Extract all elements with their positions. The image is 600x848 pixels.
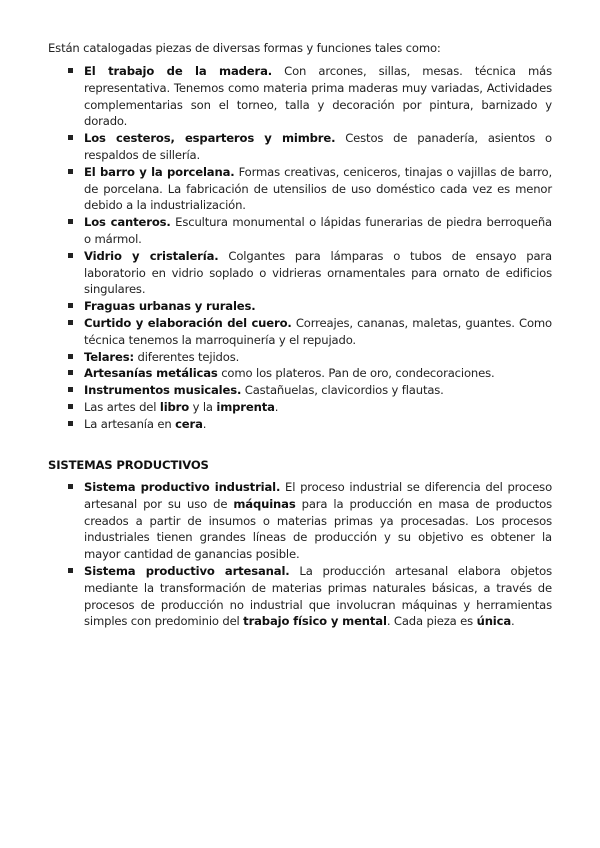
square-bullet-icon: [68, 484, 73, 489]
item-text: La producción artesanal elabora objetos mediante la transformación de materias primas naturales básicas, a través de procesos de producción no industrial que involucran máquinas y herramientas simples con predominio del: [84, 563, 552, 629]
bold-word: única: [476, 614, 512, 629]
square-bullet-icon: [68, 354, 73, 359]
item-text: Cestos de panadería, asientos o respaldos de sillería.: [84, 131, 553, 162]
item-text: como los plateros. Pan de oro, condecoraciones.: [217, 366, 495, 381]
bold-word: cera: [175, 416, 203, 431]
list-item: [64, 349, 552, 366]
systems-list: [64, 479, 552, 630]
intro-text: Están catalogadas piezas de diversas formas y funciones tales como:: [48, 41, 441, 55]
item-text: El proceso industrial se diferencia del proceso artesanal por su uso de: [84, 480, 553, 511]
item-title: Telares:: [84, 349, 134, 364]
item-text: Con arcones, sillas, mesas. técnica más representativa. Tenemos como materia prima maderas muy variadas, Actividades complementarias son el torneo, talla y decoración por pintura, barnizado y dorado.: [84, 64, 552, 129]
item-text: Castañuelas, clavicordios y flautas.: [241, 383, 444, 398]
list-item: [64, 63, 552, 130]
item-text: y la: [189, 399, 217, 414]
list-item: [64, 382, 552, 399]
crafts-list: [64, 63, 552, 433]
list-item: [64, 130, 552, 164]
item-text: Escultura monumental o lápidas funerarias de piedra berroqueña o mármol.: [84, 215, 552, 246]
bold-word: máquinas: [233, 496, 296, 511]
item-text: diferentes tejidos.: [133, 349, 240, 364]
item-text: Correajes, cananas, maletas, guantes. Como técnica tenemos la marroquinería y el repujado.: [84, 315, 552, 347]
item-text: . Cada pieza es: [386, 614, 477, 629]
item-title: Sistema productivo industrial.: [84, 480, 281, 494]
item-text: Las artes del: [84, 399, 160, 414]
item-text: Formas creativas, ceniceros, tinajas o vajillas de barro, de porcelana. La fabricación de utensilios de uso doméstico cada vez es menor debido a la industrialización.: [84, 164, 552, 213]
square-bullet-icon: [68, 421, 73, 426]
item-title: El barro y la porcelana.: [84, 164, 235, 179]
item-title: Instrumentos musicales.: [84, 383, 242, 398]
item-text: Colgantes para lámparas o tubos de ensayo para laboratorio en vidrio soplado o vidrieras ornamentales para ornato de edificios singulares.: [84, 248, 552, 297]
item-title: Sistema productivo artesanal.: [84, 563, 290, 578]
bold-word: libro: [159, 399, 190, 414]
square-bullet-icon: [68, 404, 73, 409]
list-item: [64, 214, 552, 248]
list-item: [64, 563, 552, 630]
square-bullet-icon: [68, 568, 73, 573]
list-item: [64, 399, 552, 416]
item-text: .: [511, 614, 515, 629]
item-title: Fraguas urbanas y rurales.: [84, 299, 256, 314]
item-text: .: [274, 399, 279, 414]
item-text: .: [202, 416, 207, 431]
list-item: [64, 164, 552, 214]
list-item: [64, 365, 552, 382]
item-title: Los cesteros, esparteros y mimbre.: [84, 131, 336, 146]
item-title: Artesanías metálicas: [84, 366, 218, 381]
item-title: Curtido y elaboración del cuero.: [84, 315, 292, 330]
list-item: [64, 315, 552, 349]
list-item: [64, 248, 552, 298]
square-bullet-icon: [68, 387, 73, 392]
square-bullet-icon: [68, 303, 73, 308]
bold-word: trabajo físico y mental: [243, 614, 387, 629]
item-title: Los canteros.: [84, 215, 171, 230]
square-bullet-icon: [68, 320, 73, 325]
list-item: [64, 416, 552, 433]
section-heading: SISTEMAS PRODUCTIVOS: [48, 458, 209, 472]
item-title: El trabajo de la madera.: [84, 64, 273, 78]
square-bullet-icon: [68, 68, 73, 73]
bold-word: imprenta: [216, 399, 275, 414]
list-item: [64, 479, 552, 563]
item-text: para la producción en masa de productos creados a partir de insumos o materias primas ya procesadas. Los procesos industriales tienen grandes líneas de producción y su objetivo es obtener la mayor cantidad de ganancias posible.: [84, 496, 552, 562]
item-text: La artesanía en: [84, 416, 176, 431]
square-bullet-icon: [68, 135, 73, 140]
square-bullet-icon: [68, 219, 73, 224]
item-title: Vidrio y cristalería.: [84, 248, 219, 263]
square-bullet-icon: [68, 370, 73, 375]
square-bullet-icon: [68, 253, 73, 258]
list-item: [64, 298, 552, 315]
square-bullet-icon: [68, 169, 73, 174]
